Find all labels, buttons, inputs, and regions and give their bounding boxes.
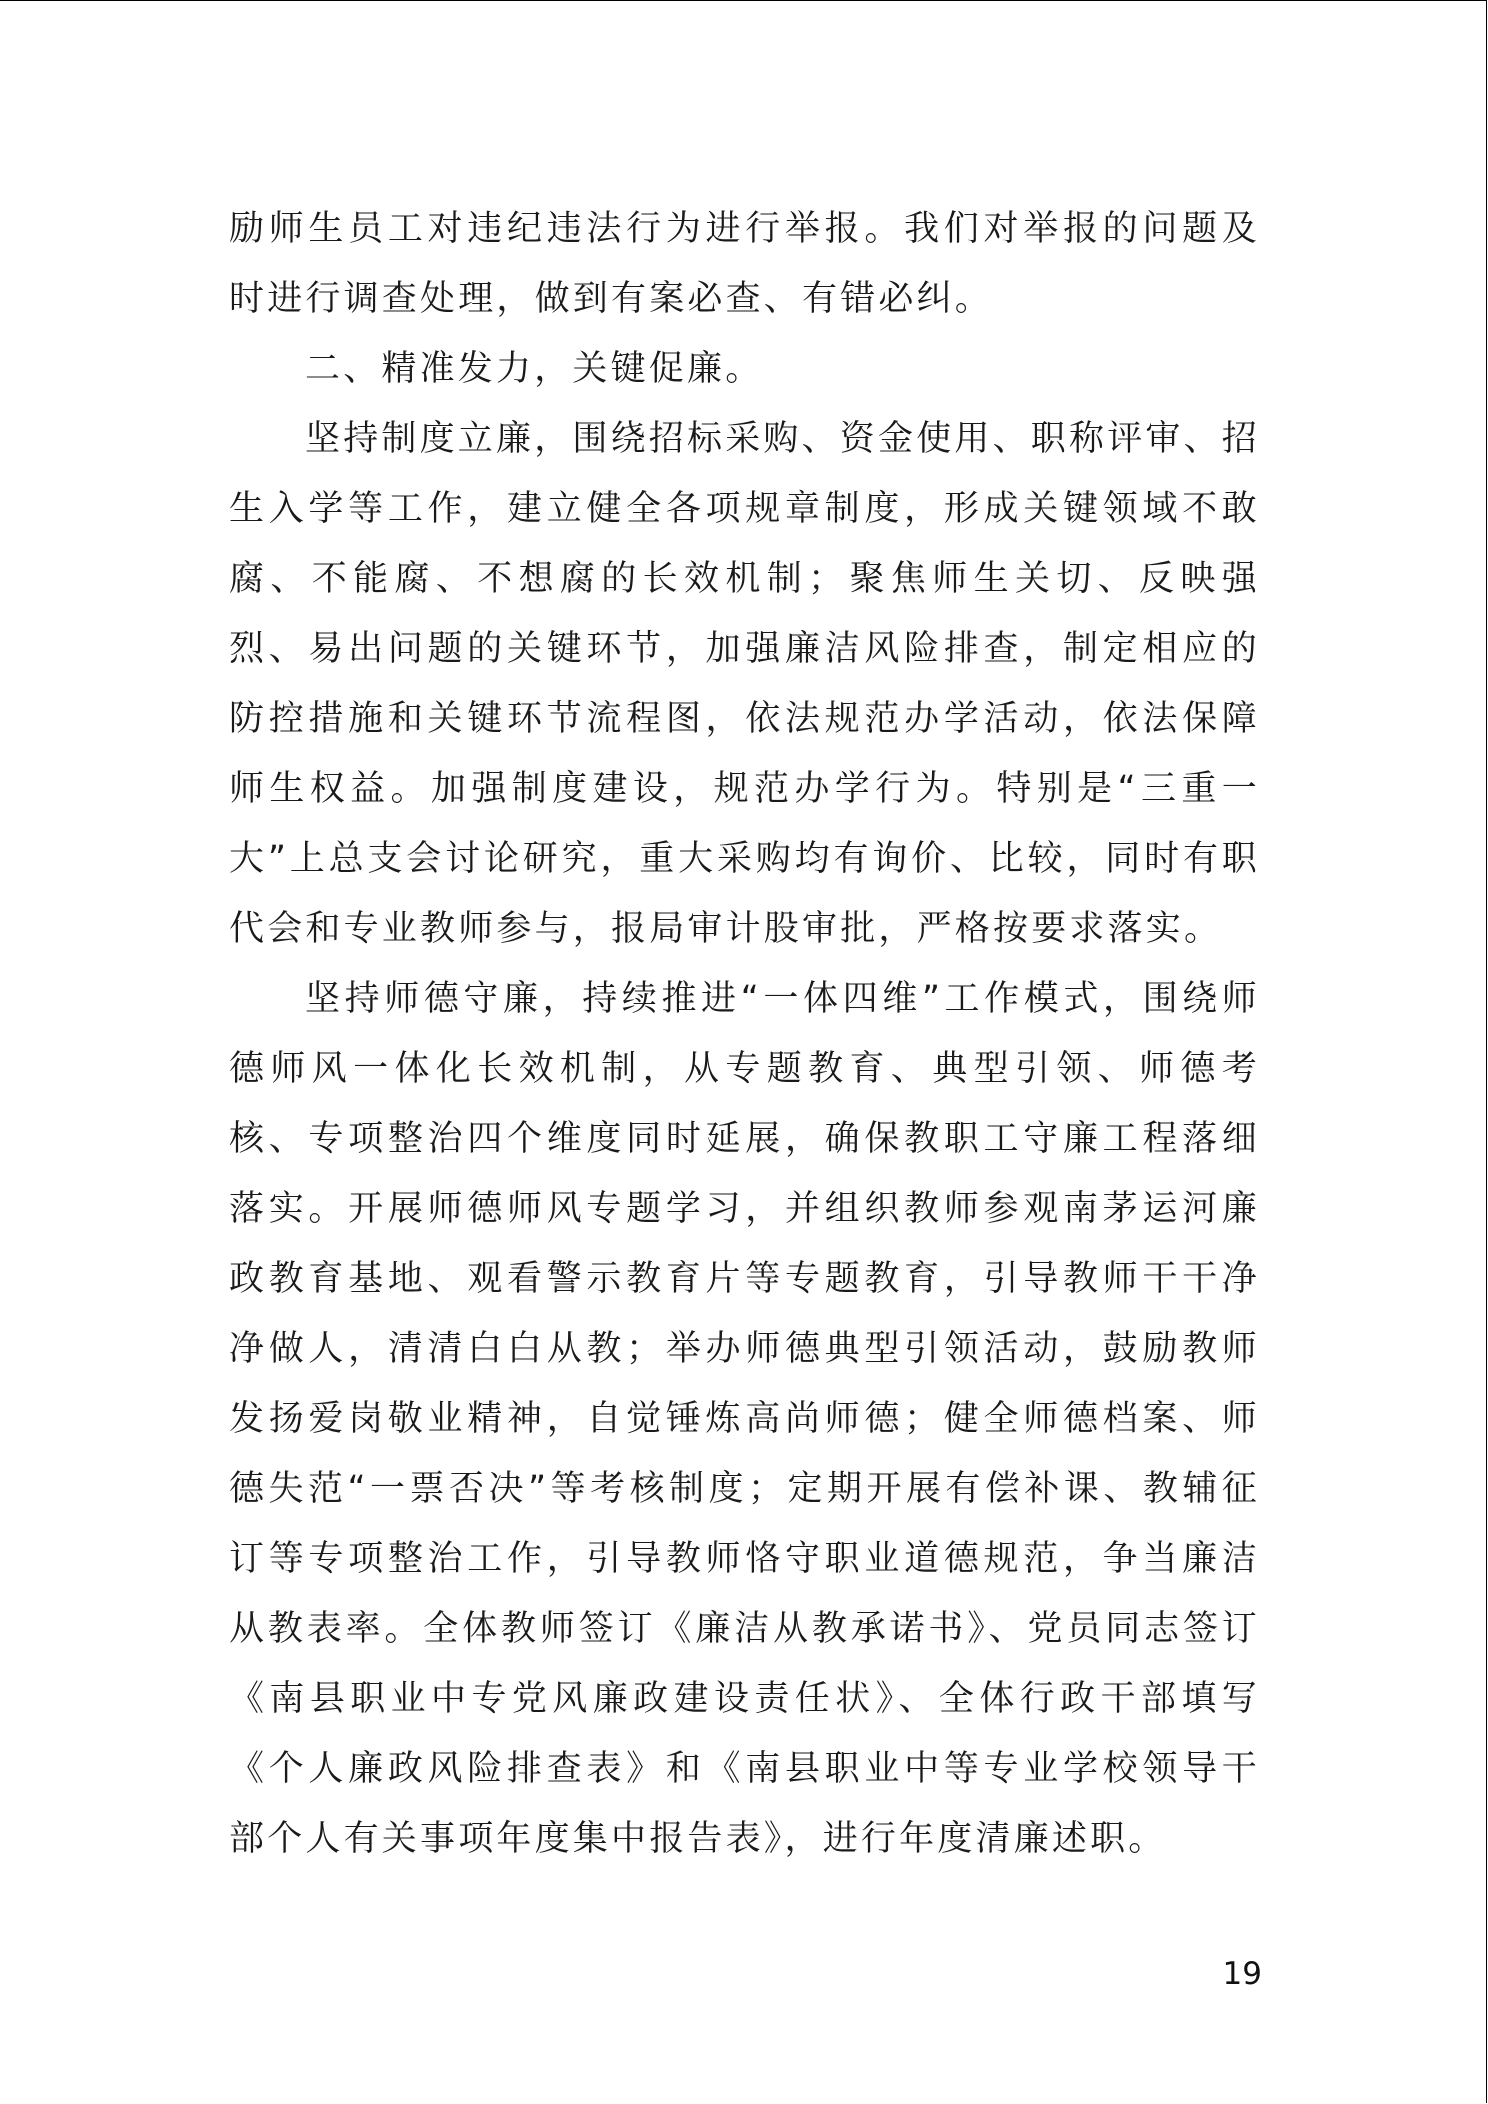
page-number: 19 <box>1222 1956 1262 1992</box>
paragraph-continuation: 励师生员工对违纪违法行为进行举报。我们对举报的问题及时进行调查处理，做到有案必查、有错必纠。 <box>229 209 1260 319</box>
paragraph-teacher-ethics: 坚持师德守廉，持续推进“一体四维”工作模式，围绕师德师风一体化长效机制，从专题教育、典型引领、师德考核、专项整治四个维度同时延展，确保教职工守廉工程落细落实。开展师德师风专题学习，并组织教师参观南茅运河廉政教育基地、观看警示教育片等专题教育，引导教师干干净净做人，清清白白从教；举办师德典型引领活动，鼓励教师发扬爱岗敬业精神，自觉锤炼高尚师德；健全师德档案、师德失范“一票否决”等考核制度；定期开展有偿补课、教辅征订等专项整治工作，引导教师恪守职业道德规范，争当廉洁从教表率。全体教师签订《廉洁从教承诺书》、党员同志签订《南县职业中专党风廉政建设责任状》、全体行政干部填写《个人廉政风险排查表》和《南县职业中等专业学校领导干部个人有关事项年度集中报告表》，进行年度清廉述职。 <box>229 979 1260 1859</box>
paragraph-system-integrity: 坚持制度立廉，围绕招标采购、资金使用、职称评审、招生入学等工作，建立健全各项规章制度，形成关键领域不敢腐、不能腐、不想腐的长效机制；聚焦师生关切、反映强烈、易出问题的关键环节，加强廉洁风险排查，制定相应的防控措施和关键环节流程图，依法规范办学活动，依法保障师生权益。加强制度建设，规范办学行为。特别是“三重一大”上总支会讨论研究，重大采购均有询价、比较，同时有职代会和专业教师参与，报局审计股审批，严格按要求落实。 <box>229 419 1261 949</box>
section-heading: 二、精准发力，关键促廉。 <box>305 349 764 389</box>
body-text <box>229 194 1260 1874</box>
